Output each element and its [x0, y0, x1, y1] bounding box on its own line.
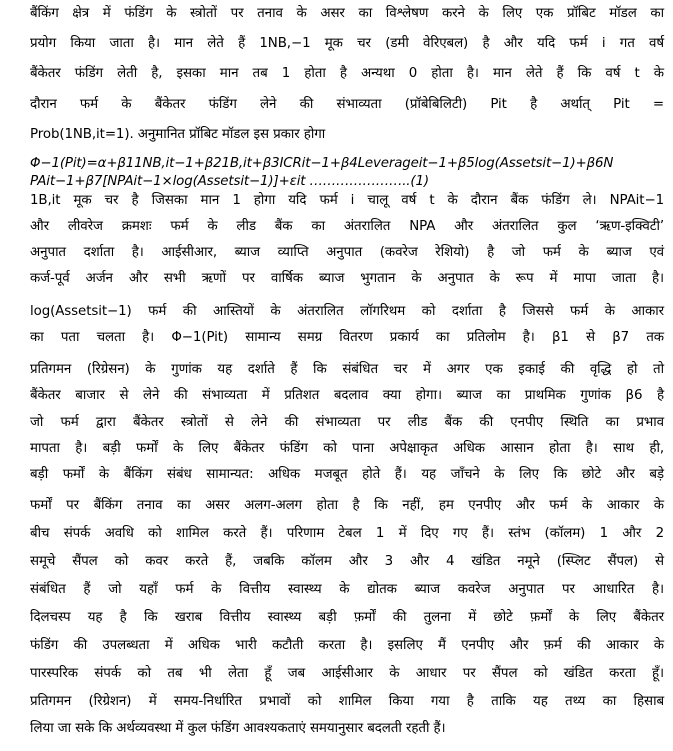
paragraph-line: log(Assetsit−1) फर्म की आस्तियों के अंतरालित लॉगरिथम को दर्शाता है जिससे फर्म के आकार [30, 304, 664, 319]
paragraph-line: 1B,it मूक चर है जिसका मान 1 होगा यदि फर्म i चालू वर्ष t के दौरान बैंक फंडिंग ले। NPAit−1 [30, 193, 664, 208]
paragraph-line: बीच संपर्क अवधि को शामिल करते हैं। परिणाम टेबल 1 में दिए गए हैं। स्तंभ (कॉलम) 1 और 2 [30, 526, 664, 541]
paragraph-line: संबंधित हैं जो यहाँ फर्म के वित्तीय स्वास्थ्य के द्योतक ब्याज कवरेज अनुपात पर आधारित है। [30, 582, 664, 597]
paragraph-line: अनुपात दर्शाता है। आईसीआर, ब्याज व्याप्ति अनुपात (कवरेज रेशियो) है जो फर्म के ब्याज एवं [30, 245, 664, 260]
paragraph-line: का पता चलता है। Φ−1(Pit) सामान्य समग्र वितरण प्रकार्य का प्रतिलोम है। β1 से β7 तक [30, 330, 664, 345]
probit-equation-line: PAit−1+β7[NPAit−1×log(Assetsit−1)]+εit …………………..(1) [30, 174, 429, 189]
paragraph-line: बैंकिंग क्षेत्र में फंडिंग के स्त्रोतों पर तनाव के असर का विश्लेषण करने के लिए एक प्रॉबिट मॉडल का [30, 6, 664, 21]
paragraph-line: कर्ज-पूर्व अर्जन और सभी ऋणों पर वार्षिक ब्याज भुगतान के अनुपात के रूप में मापा जाता है। [30, 271, 664, 286]
paragraph-line: जो फर्म द्वारा बैंकेतर स्त्रोतों से लेने की संभाव्यता पर लीड बैंक की एनपीए स्थिति का प्रभाव [30, 415, 664, 430]
paragraph-line: लिया जा सके कि अर्थव्यवस्था में कुल फंडिंग आवश्यकताएं समयानुसार बदलती रहती हैं। [30, 721, 446, 736]
paragraph-line: प्रतिगमन (रिग्रेशन) में समय-निर्धारित प्रभावों को शामिल किया गया है ताकि यह तथ्य का हिसाब [30, 694, 664, 709]
paragraph-line: बड़ी फर्मों के बैंकिंग संबंध सामान्यत: अधिक मजबूत होते हैं। यह जाँचने के लिए कि छोटे और बड़े [30, 467, 664, 482]
paragraph-line: प्रतिगमन (रिग्रेसन) के गुणांक यह दर्शाते हैं कि संबंधित चर में अगर एक इकाई की वृद्धि हो तो [30, 362, 664, 377]
paragraph-line: प्रयोग किया जाता है। मान लेते हैं 1NB,−1 मूक चर (डमी वेरिएबल) है और यदि फर्म i गत वर्ष [30, 36, 664, 51]
paragraph-line: समूचे सैंपल को कवर करते हैं, जबकि कॉलम और 3 और 4 खंडित नमूने (स्प्लिट सैंपल) से [30, 554, 664, 569]
paragraph-line: और लीवरेज क्रमशः फर्म के लीड बैंक का अंतरालित NPA और अंतरालित कुल ‘ऋण-इक्विटी’ [30, 219, 664, 234]
paragraph-line: दौरान फर्म के बैंकेतर फंडिंग लेने की संभाव्यता (प्रॉबेबिलिटी) Pit है अर्थात् Pit = [30, 97, 664, 112]
paragraph-line: Prob(1NB,it=1). अनुमानित प्रॉबिट मॉडल इस प्रकार होगा [30, 127, 326, 142]
paragraph-line: बैंकेतर फंडिंग लेती है, इसका मान तब 1 होता है अन्यथा 0 होता है। मान लेते हैं कि वर्ष t के [30, 66, 664, 81]
paragraph-line: बैंकेतर बाजार से लेने की संभाव्यता में प्रतिशत बदलाव क्या होगा। ब्याज का प्राथमिक गुणांक β6 है [30, 388, 664, 403]
paragraph-line: फंडिंग की उपलब्धता में अधिक भारी कटौती करता है। इसलिए मैं एनपीए और फ़र्म की आकार के [30, 638, 664, 653]
paragraph-line: दिलचस्प यह है कि खराब वित्तीय स्वास्थ्य बड़ी फ़र्मों की तुलना में छोटे फ़र्मों के लिए बैंकेतर [30, 610, 664, 625]
probit-equation-line: Φ−1(Pit)=α+β11NB,it−1+β21B,it+β3ICRit−1+β4Leverageit−1+β5log(Assetsit−1)+β6N [30, 156, 614, 171]
paragraph-line: फर्मों पर बैंकिंग तनाव का असर अलग-अलग होता है कि नहीं, हम एनपीए और फर्म के आकार के [30, 498, 664, 513]
paragraph-line: पारस्परिक संपर्क को तब भी लेता हूँ जब आईसीआर के आधार पर सैंपल को खंडित करता हूँ। [30, 666, 664, 681]
paragraph-line: मापता है। बड़ी फर्मों के लिए बैंकेतर फंडिंग को पाना अपेक्षाकृत अधिक आसान होता है। साथ ही, [30, 441, 664, 456]
